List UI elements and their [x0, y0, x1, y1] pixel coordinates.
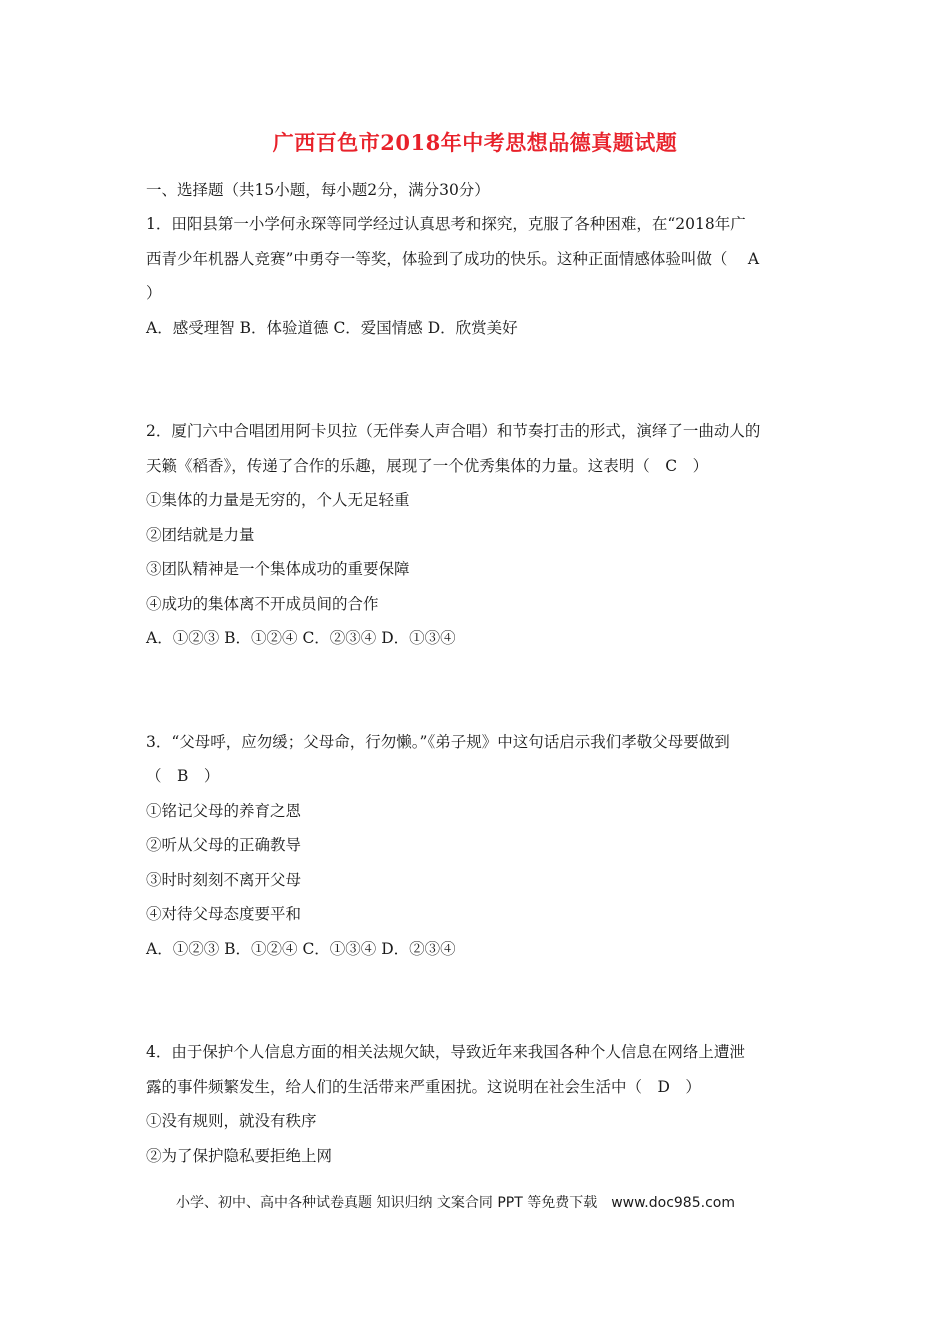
statement-item: ④成功的集体离不开成员间的合作 — [146, 594, 379, 613]
question-stem-line: ） — [146, 284, 162, 302]
statement-item: ②为了保护隐私要拒绝上网 — [146, 1146, 333, 1165]
question-spacer — [146, 973, 810, 1042]
question-spacer — [146, 352, 810, 421]
statement-item: ②团结就是力量 — [146, 525, 255, 544]
download-footer-text: 小学、初中、高中各种试卷真题 知识归纳 文案合同 PPT 等免费下载 www.doc985.com — [176, 1195, 735, 1211]
question-3 — [146, 732, 810, 974]
answer-options: A．①②③ B．①②④ C．②③④ D．①③④ — [146, 629, 456, 647]
statement-item: ①集体的力量是无穷的，个人无足轻重 — [146, 491, 410, 509]
statement-item: ③时时刻刻不离开父母 — [146, 870, 302, 889]
question-spacer — [146, 663, 810, 732]
document-title: 广西百色市2018年中考思想品德真题试题 — [272, 130, 678, 155]
statement-item: ②听从父母的正确教导 — [146, 836, 302, 854]
question-stem-line: 3．“父母呼，应勿缓；父母命，行勿懒。”《弟子规》中这句话启示我们孝敬父母要做到 — [146, 732, 730, 751]
section-heading: 一、选择题（共15小题，每小题2分，满分30分） — [146, 181, 490, 199]
question-list — [146, 180, 810, 1180]
answer-options: A．感受理智 B．体验道德 C．爱国情感 D．欣赏美好 — [146, 318, 518, 337]
question-stem-line: 天籁《稻香》，传递了合作的乐趣，展现了一个优秀集体的力量。这表明（ C ） — [146, 456, 709, 475]
question-stem-line: （ B ） — [146, 767, 220, 785]
question-stem-line: 西青少年机器人竞赛”中勇夺一等奖，体验到了成功的快乐。这种正面情感体验叫做（ A — [146, 249, 760, 268]
question-1 — [146, 214, 810, 352]
statement-item: ③团队精神是一个集体成功的重要保障 — [146, 560, 410, 578]
question-4 — [146, 1042, 810, 1180]
question-stem-line: 1．田阳县第一小学何永琛等同学经过认真思考和探究，克服了各种困难，在“2018年广 — [146, 215, 746, 233]
question-2 — [146, 421, 810, 663]
statement-item: ①没有规则，就没有秩序 — [146, 1112, 317, 1130]
question-stem-line: 2．厦门六中合唱团用阿卡贝拉（无伴奏人声合唱）和节奏打击的形式，演绎了一曲动人的 — [146, 422, 761, 440]
answer-options: A．①②③ B．①②④ C．①③④ D．②③④ — [146, 939, 456, 958]
question-stem-line: 4．由于保护个人信息方面的相关法规欠缺，导致近年来我国各种个人信息在网络上遭泄 — [146, 1043, 745, 1061]
statement-item: ①铭记父母的养育之恩 — [146, 801, 302, 820]
question-stem-line: 露的事件频繁发生，给人们的生活带来严重困扰。这说明在社会生活中（ D ） — [146, 1077, 701, 1096]
statement-item: ④对待父母态度要平和 — [146, 905, 302, 923]
